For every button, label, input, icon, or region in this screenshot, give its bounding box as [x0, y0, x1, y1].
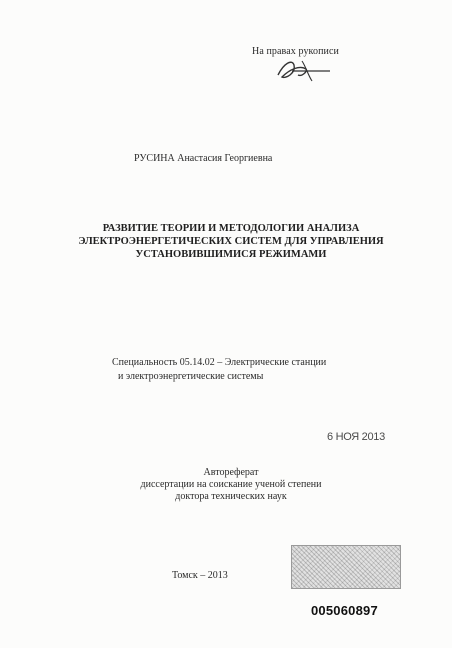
author-name: РУСИНА Анастасия Георгиевна [134, 153, 273, 164]
specialty-block [112, 356, 326, 384]
barcode-number: 005060897 [311, 603, 378, 618]
title-line: ЭЛЕКТРОЭНЕРГЕТИЧЕСКИХ СИСТЕМ ДЛЯ УПРАВЛЕНИЯ [78, 236, 384, 247]
handwritten-signature [272, 55, 342, 85]
doc-type-line: Автореферат [203, 467, 259, 478]
doc-type-line: диссертации на соискание ученой степени [140, 479, 322, 490]
doc-type-line: доктора технических наук [175, 491, 287, 502]
specialty-line: Специальность 05.14.02 – Электрические станции [112, 357, 327, 368]
title-line: УСТАНОВИВШИМИСЯ РЕЖИМАМИ [135, 249, 327, 260]
manuscript-note: На правах рукописи [252, 46, 339, 57]
title-line: РАЗВИТИЕ ТЕОРИИ И МЕТОДОЛОГИИ АНАЛИЗА [102, 223, 360, 234]
document-type [80, 467, 382, 503]
specialty-line: и электроэнергетические системы [118, 371, 264, 382]
date-stamp: 6 НОЯ 2013 [327, 431, 385, 443]
dissertation-title [60, 222, 402, 261]
library-stamp [291, 545, 401, 589]
city-year-text: Томск – 2013 [172, 570, 228, 581]
